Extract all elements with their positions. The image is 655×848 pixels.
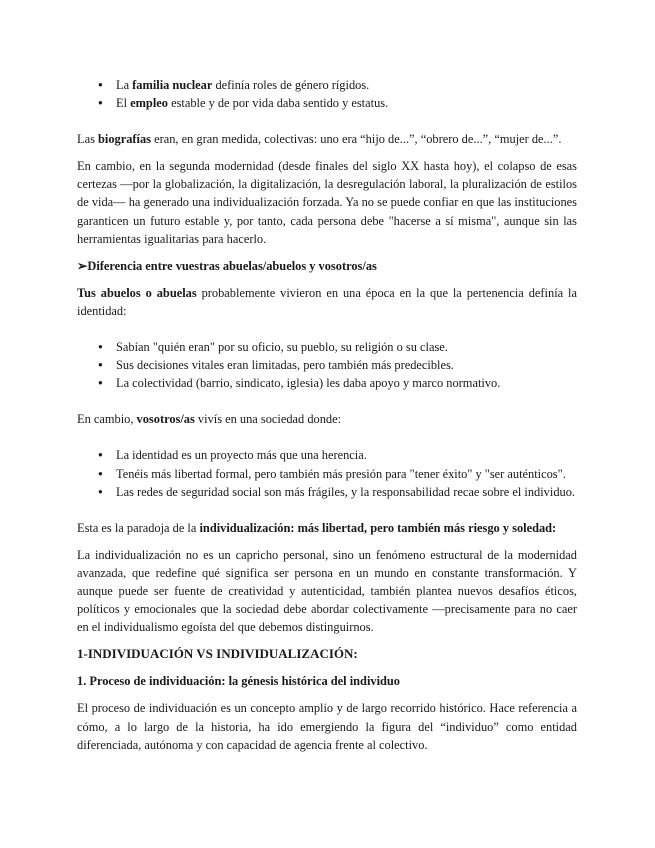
heading-diferencia: ➢Diferencia entre vuestras abuelas/abuelos y vosotros/as (77, 258, 377, 273)
list-item: ● La colectividad (barrio, sindicato, iglesia) les daba apoyo y marco normativo. (77, 374, 577, 392)
list-item: ● Sabían "quién eran" por su oficio, su pueblo, su religión o su clase. (77, 338, 577, 356)
list-item: ● La identidad es un proyecto más que una herencia. (77, 446, 577, 464)
paragraph-segunda-modernidad: En cambio, en la segunda modernidad (desde finales del siglo XX hasta hoy), el colapso de esas certezas —por la globalización, la digitalización, la desregulación laboral, la pluralización de estilos de vida— ha generado una individualización forzada. Ya no se puede confiar en que las instituciones garanticen un futuro estable y, por tanto, cada persona debe "hacerse a sí misma", aunque sin las herramientas igualitarias para hacerlo. (77, 159, 577, 246)
abuelos-list (77, 338, 577, 392)
section-title: 1-INDIVIDUACIÓN VS INDIVIDUALIZACIÓN: (77, 646, 358, 662)
subsection-title: 1. Proceso de individuación: la génesis histórica del individuo (77, 674, 400, 689)
paragraph-biografias: Las biografías eran, en gran medida, colectivas: uno era “hijo de...”, “obrero de...”, “mujer de...”. (77, 132, 562, 147)
paragraph-individualizacion: La individualización no es un capricho personal, sino un fenómeno estructural de la modernidad avanzada, que redefine qué significa ser persona en un mundo en constante transformación. Y aunque puede ser fuente de creatividad y autenticidad, también plantea nuevos desafíos éticos, políticos y emocionales que la sociedad debe abordar colectivamente —precisamente para no caer en el individualismo egoísta del que debemos distinguirnos. (77, 547, 577, 635)
vosotros-list (77, 446, 577, 500)
paragraph-vosotros: En cambio, vosotros/as vivís en una sociedad donde: (77, 412, 342, 427)
bold-term: familia nuclear (132, 78, 213, 92)
list-item: ● Sus decisiones vitales eran limitadas, pero también más predecibles. (77, 356, 577, 374)
list-item: ● El empleo estable y de por vida daba sentido y estatus. (77, 94, 577, 112)
paragraph-paradoja: Esta es la paradoja de la individualización: más libertad, pero también más riesgo y soledad: (77, 520, 557, 535)
bold-term: biografías (98, 132, 152, 147)
bold-term: Tus abuelos o abuelas (77, 285, 197, 300)
bold-term: individualización: más libertad, pero también más riesgo y soledad: (199, 520, 557, 535)
paragraph-abuelos: Tus abuelos o abuelas probablemente vivieron en una época en la que la pertenencia definía la identidad: (77, 285, 577, 318)
bold-term: empleo (130, 96, 168, 111)
list-item: ● Las redes de seguridad social son más frágiles, y la responsabilidad recae sobre el individuo. (77, 483, 577, 501)
bold-term: vosotros/as (136, 412, 195, 427)
roles-list (77, 76, 577, 112)
list-item: ● Tenéis más libertad formal, pero también más presión para "tener éxito" y "ser auténticos". (77, 465, 577, 483)
paragraph-proceso: El proceso de individuación es un concepto amplio y de largo recorrido histórico. Hace referencia a cómo, a lo largo de la historia, ha ido emergiendo la figura del “individuo” como entidad diferenciada, autónoma y con capacidad de agencia frente al colectivo. (77, 701, 577, 752)
list-item: ● La familia nuclear definía roles de género rígidos. (77, 76, 577, 94)
